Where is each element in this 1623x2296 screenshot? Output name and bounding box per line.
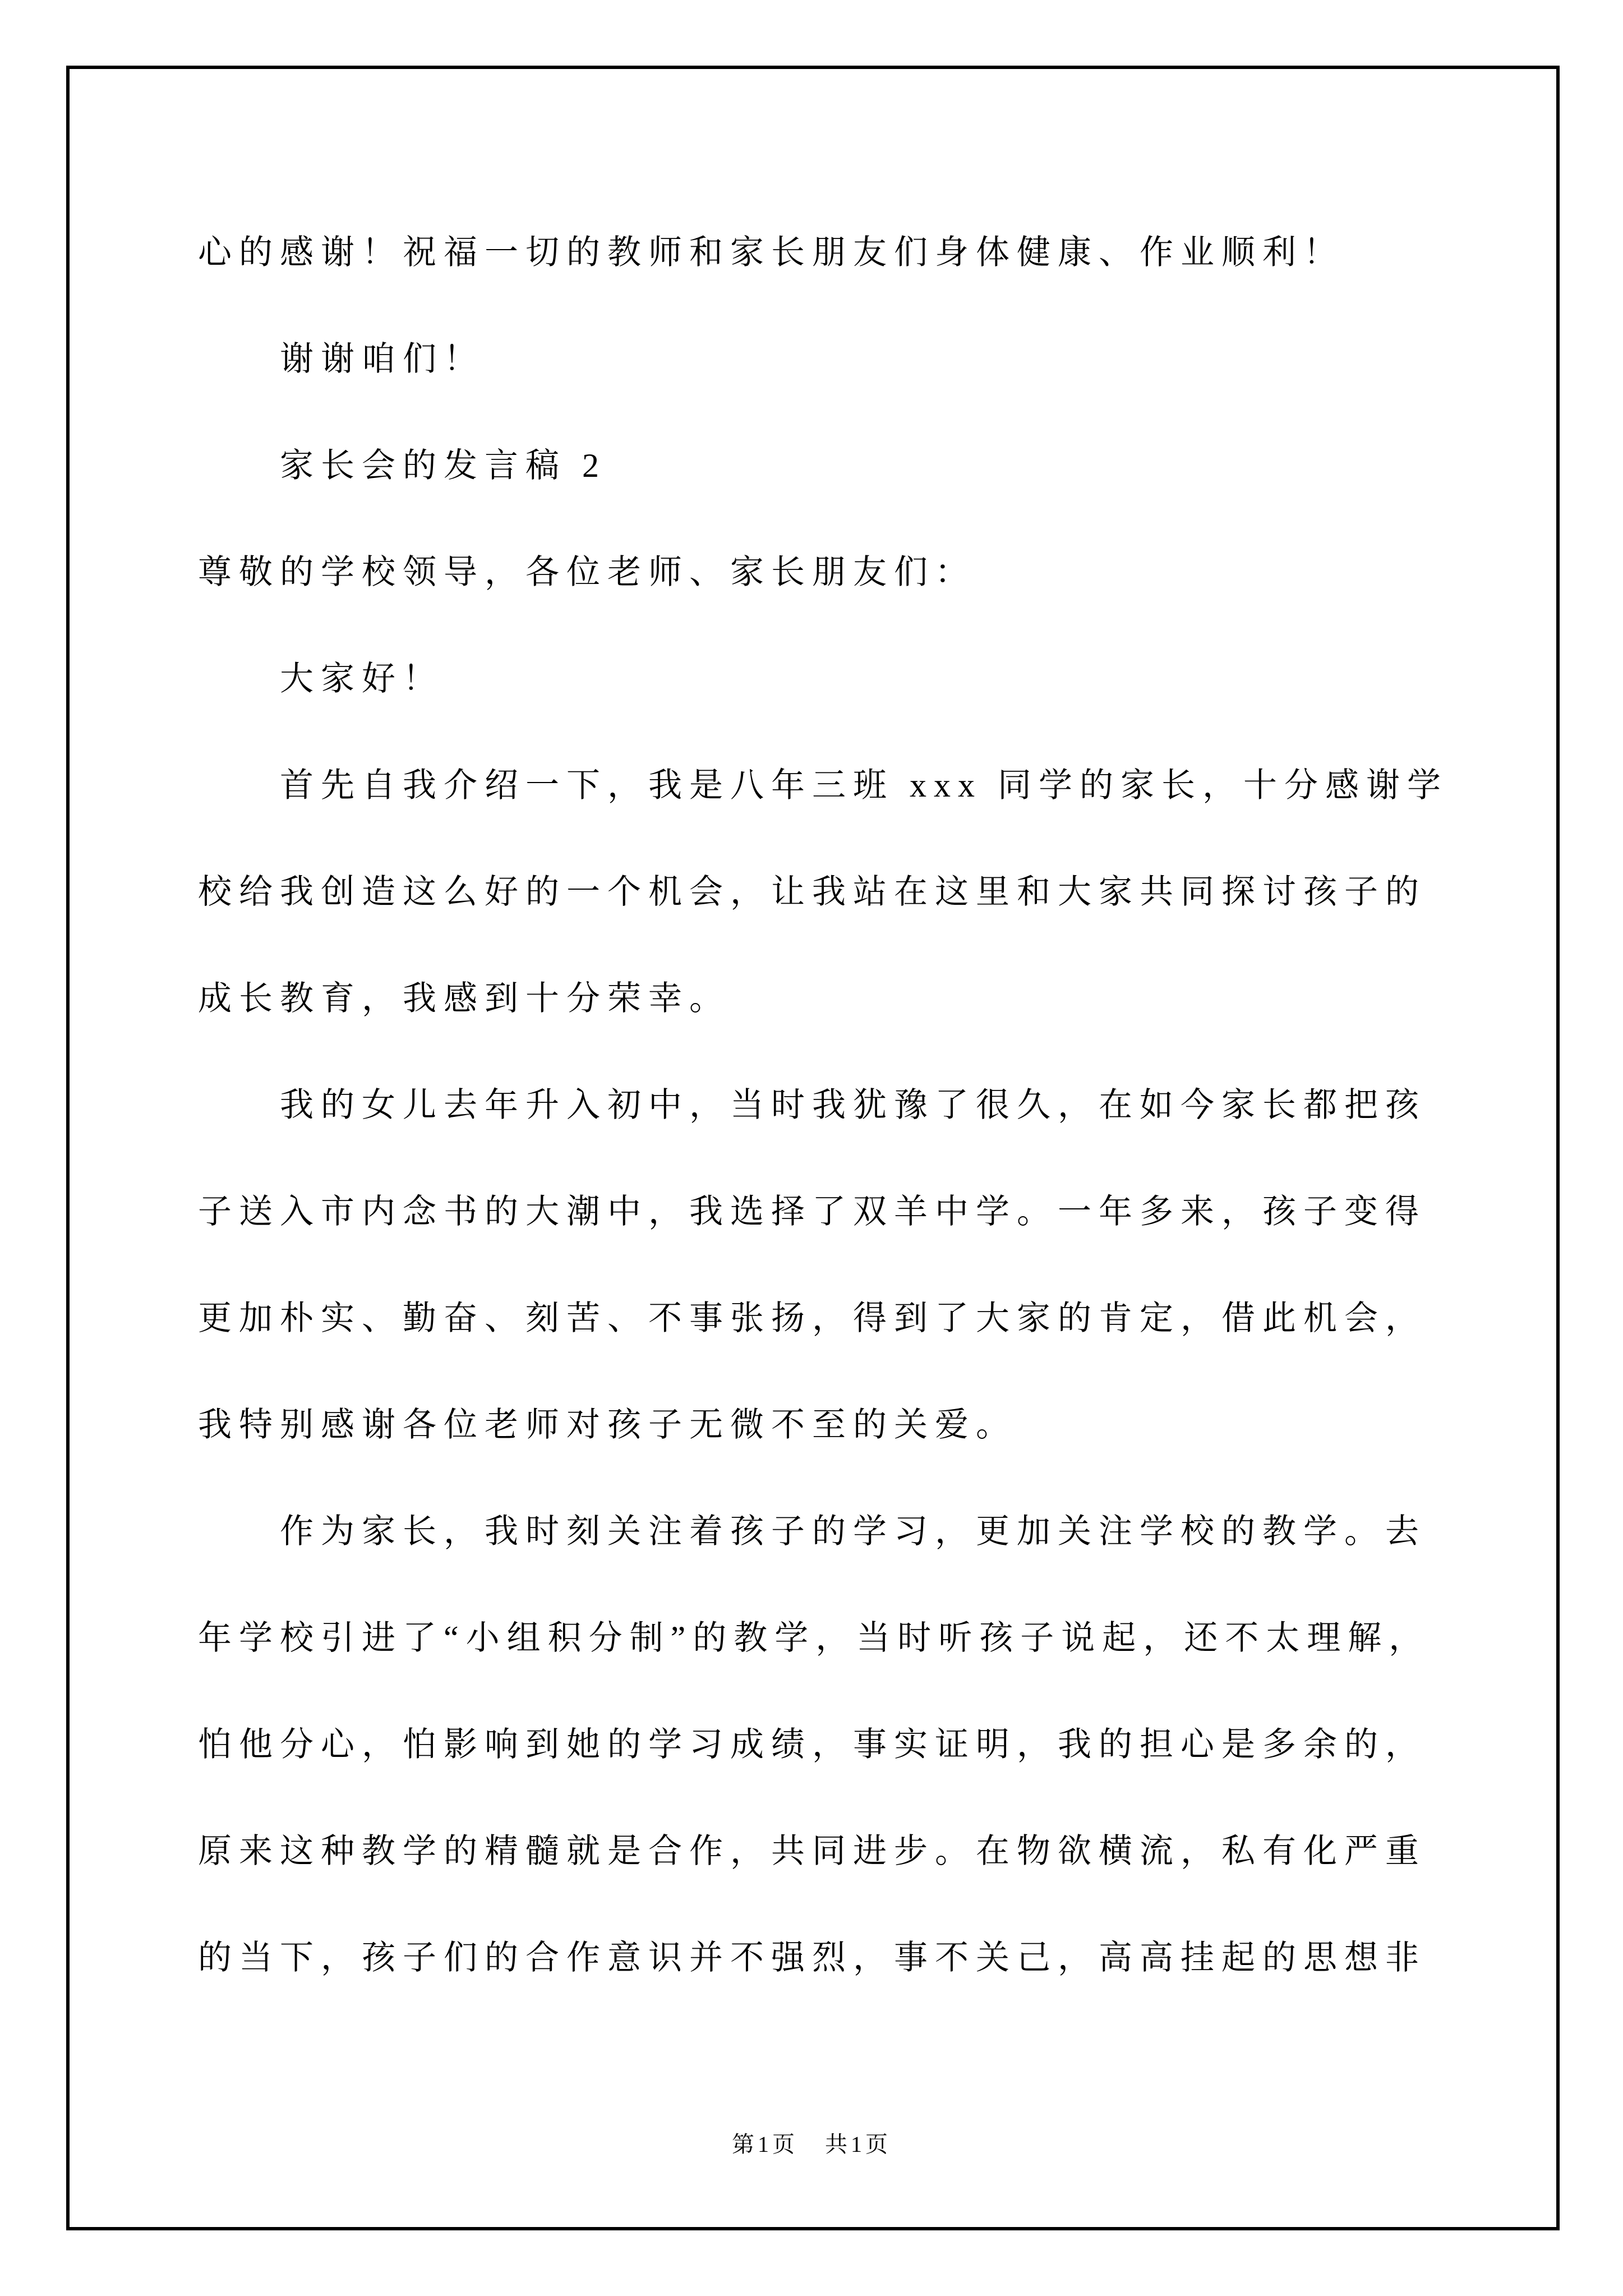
text-line: 我特别感谢各位老师对孩子无微不至的关爱。 [198, 1406, 1017, 1443]
text-line: 成长教育，我感到十分荣幸。 [198, 980, 730, 1017]
text-line: 子送入市内念书的大潮中，我选择了双羊中学。一年多来，孩子变得 [198, 1193, 1426, 1230]
page-number-current: 第1页 [732, 2132, 798, 2157]
text-line: 年学校引进了“小组积分制”的教学，当时听孩子说起，还不太理解， [198, 1619, 1430, 1657]
document-body [198, 199, 1448, 2011]
text-line: 原来这种教学的精髓就是合作，共同进步。在物欲横流，私有化严重 [198, 1833, 1426, 1870]
text-line: 作为家长，我时刻关注着孩子的学习，更加关注学校的教学。去 [280, 1513, 1426, 1550]
text-line: 校给我创造这么好的一个机会，让我站在这里和大家共同探讨孩子的 [198, 873, 1426, 910]
text-line: 更加朴实、勤奋、刻苦、不事张扬，得到了大家的肯定，借此机会， [198, 1300, 1426, 1337]
page-footer [0, 2128, 1623, 2161]
text-line: 大家好！ [280, 660, 444, 697]
text-line: 尊敬的学校领导，各位老师、家长朋友们： [198, 554, 976, 591]
text-line: 首先自我介绍一下，我是八年三班 xxx 同学的家长，十分感谢学 [280, 767, 1448, 804]
text-line: 的当下，孩子们的合作意识并不强烈，事不关己，高高挂起的思想非 [198, 1939, 1426, 1976]
text-line: 我的女儿去年升入初中，当时我犹豫了很久，在如今家长都把孩 [280, 1087, 1426, 1124]
text-line: 心的感谢！祝福一切的教师和家长朋友们身体健康、作业顺利！ [198, 234, 1344, 271]
page-number-total: 共1页 [825, 2132, 891, 2157]
text-line: 怕他分心，怕影响到她的学习成绩，事实证明，我的担心是多余的， [198, 1726, 1426, 1763]
text-line: 家长会的发言稿 2 [280, 447, 606, 484]
text-line: 谢谢咱们！ [280, 341, 485, 378]
